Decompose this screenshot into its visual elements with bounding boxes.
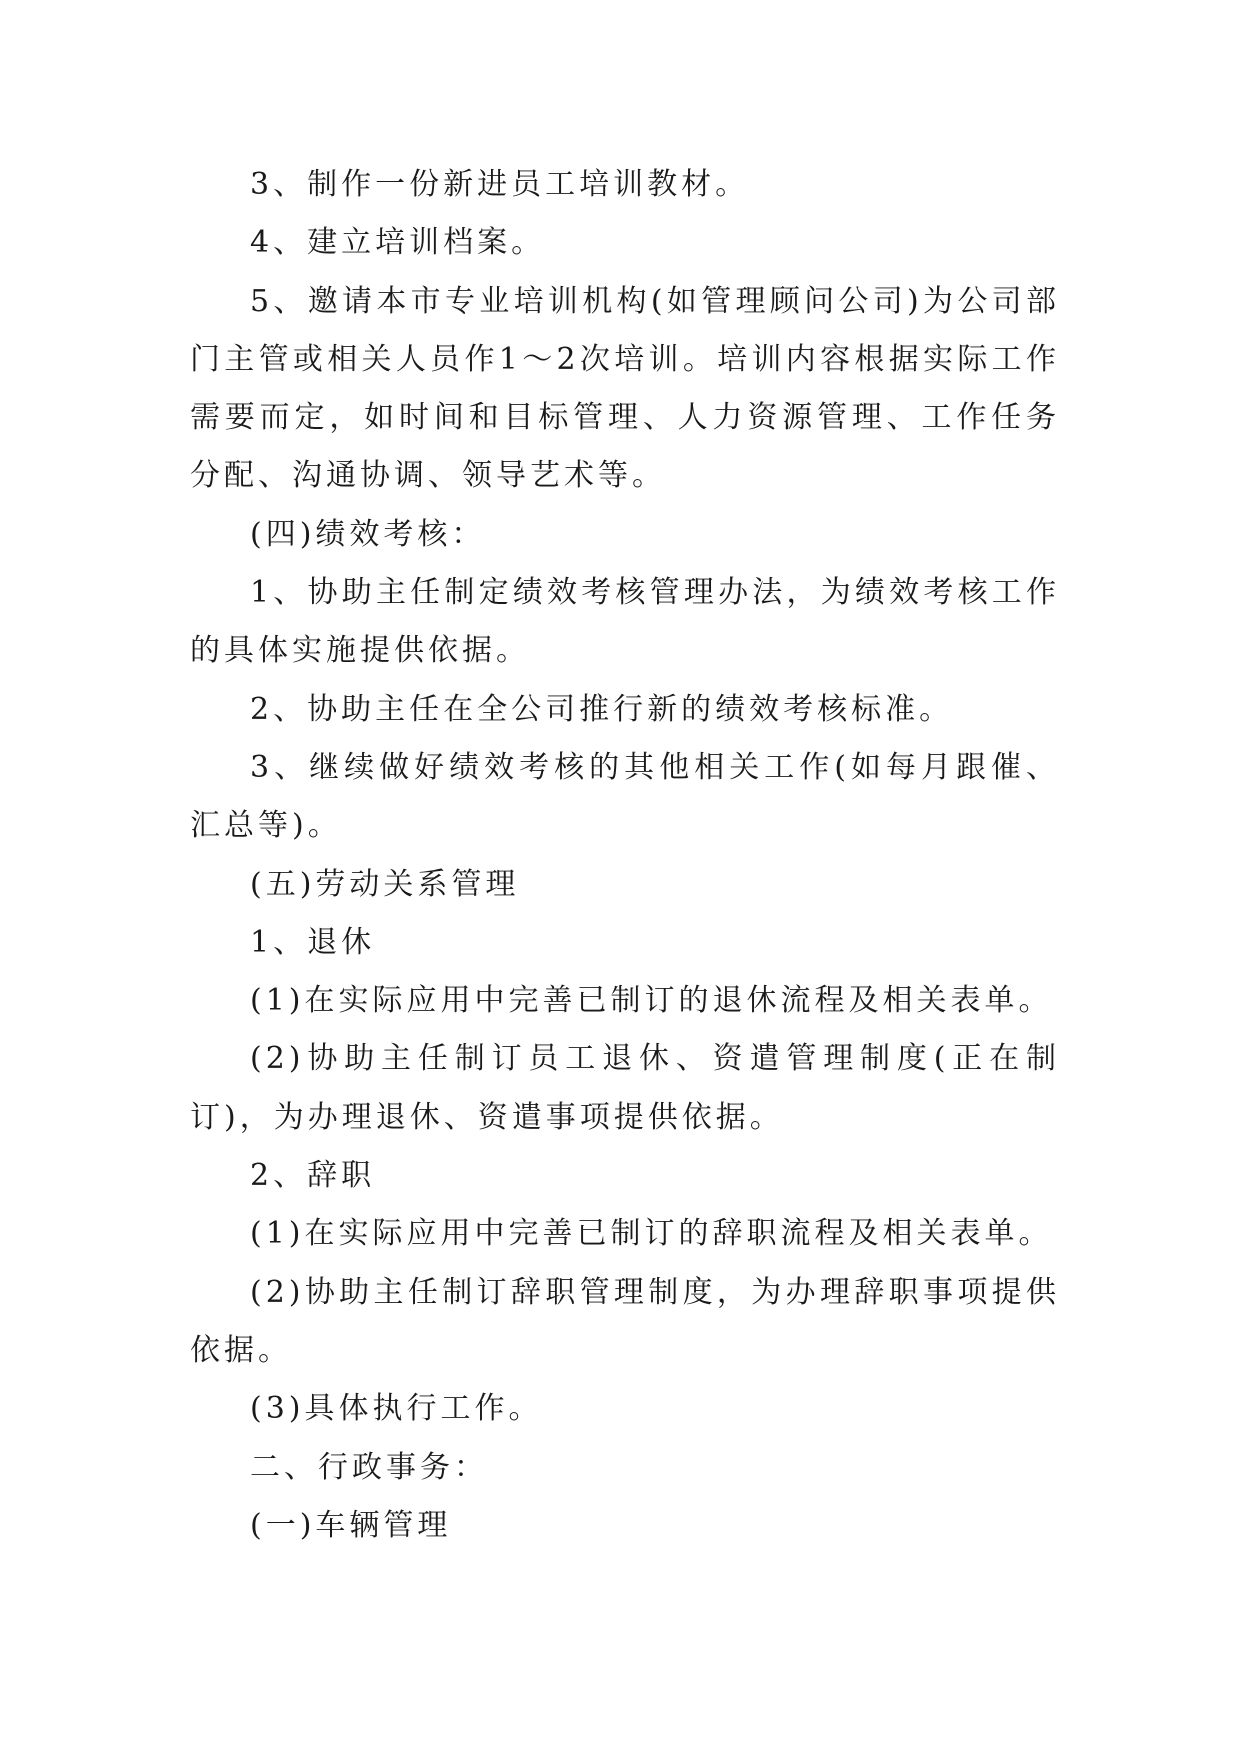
section-heading: (四)绩效考核： <box>250 516 486 552</box>
paragraph: 5、邀请本市专业培训机构(如管理顾问公司)为公司部门主管或相关人员作1～2次培训。培训内容根据实际工作需要而定，如时间和目标管理、人力资源管理、工作任务分配、沟通协调、领导艺术等。 <box>190 283 1060 494</box>
section-heading: (五)劳动关系管理 <box>250 866 520 902</box>
chapter-heading: 二、行政事务： <box>250 1449 488 1485</box>
document-body <box>190 156 1060 1555</box>
paragraph: (3)具体执行工作。 <box>250 1391 543 1427</box>
subsection-heading: 2、辞职 <box>250 1158 376 1194</box>
paragraph: (2)协助主任制订辞职管理制度，为办理辞职事项提供依据。 <box>190 1274 1060 1368</box>
subsection-heading: 1、退休 <box>250 924 376 960</box>
paragraph: 2、协助主任在全公司推行新的绩效考核标准。 <box>250 691 954 727</box>
paragraph: 3、继续做好绩效考核的其他相关工作(如每月跟催、汇总等)。 <box>190 749 1060 844</box>
paragraph: (1)在实际应用中完善已制订的辞职流程及相关表单。 <box>250 1216 1053 1252</box>
paragraph: 3、制作一份新进员工培训教材。 <box>250 167 750 202</box>
section-heading: (一)车辆管理 <box>250 1507 452 1543</box>
paragraph: (2)协助主任制订员工退休、资遣管理制度(正在制订)，为办理退休、资遣事项提供依据。 <box>190 1041 1060 1135</box>
paragraph: 1、协助主任制定绩效考核管理办法，为绩效考核工作的具体实施提供依据。 <box>190 575 1060 669</box>
paragraph: (1)在实际应用中完善已制订的退休流程及相关表单。 <box>250 983 1053 1019</box>
paragraph: 4、建立培训档案。 <box>250 225 546 261</box>
